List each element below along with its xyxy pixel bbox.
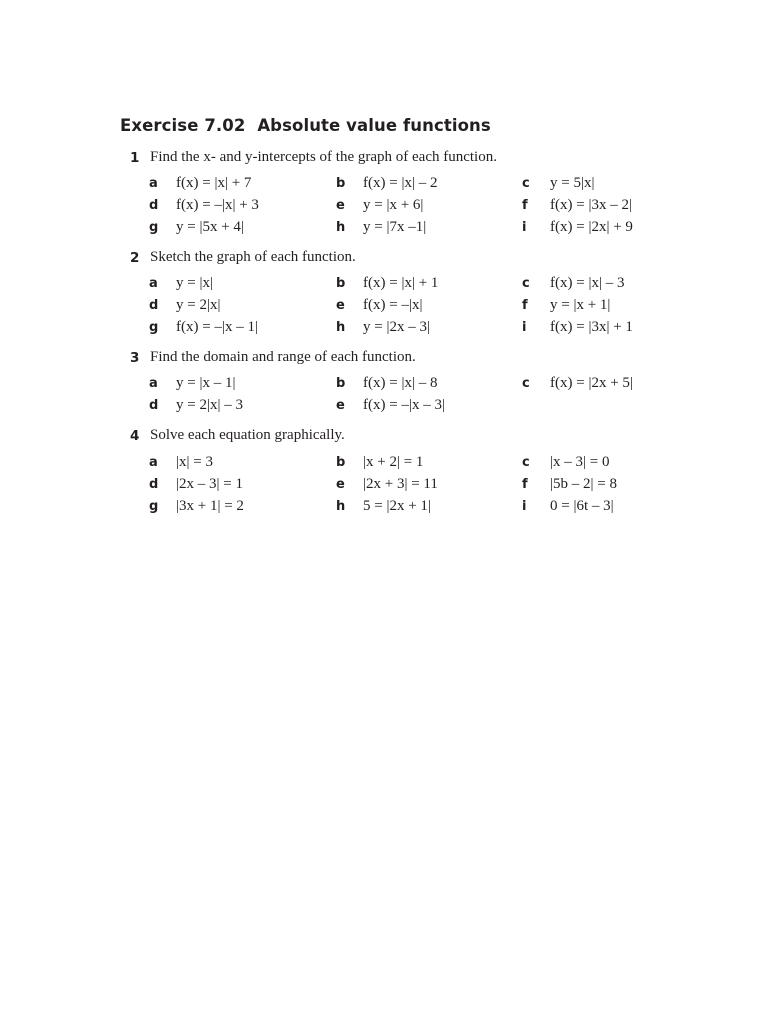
part-expression: y = |7x –1| bbox=[363, 219, 427, 235]
part-label: a bbox=[149, 376, 158, 391]
part-expression: f(x) = |2x + 5| bbox=[550, 375, 633, 391]
part-expression: |x| = 3 bbox=[176, 454, 213, 470]
part-label: e bbox=[336, 477, 345, 492]
part-label: f bbox=[522, 477, 528, 492]
part-label: g bbox=[149, 499, 159, 514]
part-label: c bbox=[522, 455, 530, 470]
part-label: h bbox=[336, 499, 346, 514]
part-expression: f(x) = |x| – 8 bbox=[363, 375, 438, 391]
question-text: Sketch the graph of each function. bbox=[150, 249, 356, 265]
part-expression: y = |x + 6| bbox=[363, 197, 424, 213]
part-expression: f(x) = –|x| + 3 bbox=[176, 197, 259, 213]
part-expression: f(x) = |2x| + 9 bbox=[550, 219, 633, 235]
part-label: i bbox=[522, 499, 527, 514]
part-label: b bbox=[336, 376, 346, 391]
part-label: d bbox=[149, 477, 159, 492]
exercise-name: Absolute value functions bbox=[257, 116, 491, 135]
question-text: Find the x- and y-intercepts of the graph of each function. bbox=[150, 149, 497, 165]
part-label: b bbox=[336, 455, 346, 470]
part-label: e bbox=[336, 398, 345, 413]
part-label: e bbox=[336, 198, 345, 213]
part-label: a bbox=[149, 176, 158, 191]
part-expression: |3x + 1| = 2 bbox=[176, 498, 244, 514]
part-label: a bbox=[149, 455, 158, 470]
part-label: i bbox=[522, 320, 527, 335]
part-label: h bbox=[336, 320, 346, 335]
part-expression: y = |x + 1| bbox=[550, 297, 611, 313]
question-number: 3 bbox=[130, 350, 140, 366]
part-expression: 0 = |6t – 3| bbox=[550, 498, 614, 514]
part-expression: f(x) = –|x| bbox=[363, 297, 423, 313]
part-label: d bbox=[149, 198, 159, 213]
exercise-title bbox=[120, 116, 491, 135]
part-label: h bbox=[336, 220, 346, 235]
part-label: d bbox=[149, 298, 159, 313]
question-number: 2 bbox=[130, 250, 140, 266]
part-label: c bbox=[522, 276, 530, 291]
part-label: i bbox=[522, 220, 527, 235]
question-text: Solve each equation graphically. bbox=[150, 427, 345, 443]
part-label: a bbox=[149, 276, 158, 291]
question-number: 1 bbox=[130, 150, 140, 166]
question-text: Find the domain and range of each function. bbox=[150, 349, 416, 365]
part-expression: f(x) = –|x – 1| bbox=[176, 319, 258, 335]
part-expression: y = |5x + 4| bbox=[176, 219, 244, 235]
part-label: f bbox=[522, 298, 528, 313]
part-label: f bbox=[522, 198, 528, 213]
part-expression: |x + 2| = 1 bbox=[363, 454, 424, 470]
part-expression: |5b – 2| = 8 bbox=[550, 476, 617, 492]
part-label: b bbox=[336, 176, 346, 191]
part-label: g bbox=[149, 220, 159, 235]
part-expression: f(x) = |x| – 3 bbox=[550, 275, 625, 291]
part-expression: f(x) = |x| + 7 bbox=[176, 175, 252, 191]
part-expression: 5 = |2x + 1| bbox=[363, 498, 431, 514]
part-expression: f(x) = |3x| + 1 bbox=[550, 319, 633, 335]
part-expression: y = |x – 1| bbox=[176, 375, 236, 391]
part-label: b bbox=[336, 276, 346, 291]
part-expression: f(x) = –|x – 3| bbox=[363, 397, 445, 413]
part-expression: |x – 3| = 0 bbox=[550, 454, 610, 470]
part-expression: f(x) = |3x – 2| bbox=[550, 197, 632, 213]
exercise-number: Exercise 7.02 bbox=[120, 116, 246, 135]
part-expression: y = |2x – 3| bbox=[363, 319, 430, 335]
part-label: c bbox=[522, 176, 530, 191]
part-expression: y = 2|x| – 3 bbox=[176, 397, 243, 413]
part-expression: f(x) = |x| + 1 bbox=[363, 275, 439, 291]
part-expression: f(x) = |x| – 2 bbox=[363, 175, 438, 191]
part-expression: y = |x| bbox=[176, 275, 213, 291]
part-expression: y = 2|x| bbox=[176, 297, 221, 313]
part-label: c bbox=[522, 376, 530, 391]
part-label: g bbox=[149, 320, 159, 335]
part-expression: |2x – 3| = 1 bbox=[176, 476, 243, 492]
part-label: e bbox=[336, 298, 345, 313]
part-expression: y = 5|x| bbox=[550, 175, 595, 191]
question-number: 4 bbox=[130, 428, 140, 444]
part-expression: |2x + 3| = 11 bbox=[363, 476, 438, 492]
part-label: d bbox=[149, 398, 159, 413]
